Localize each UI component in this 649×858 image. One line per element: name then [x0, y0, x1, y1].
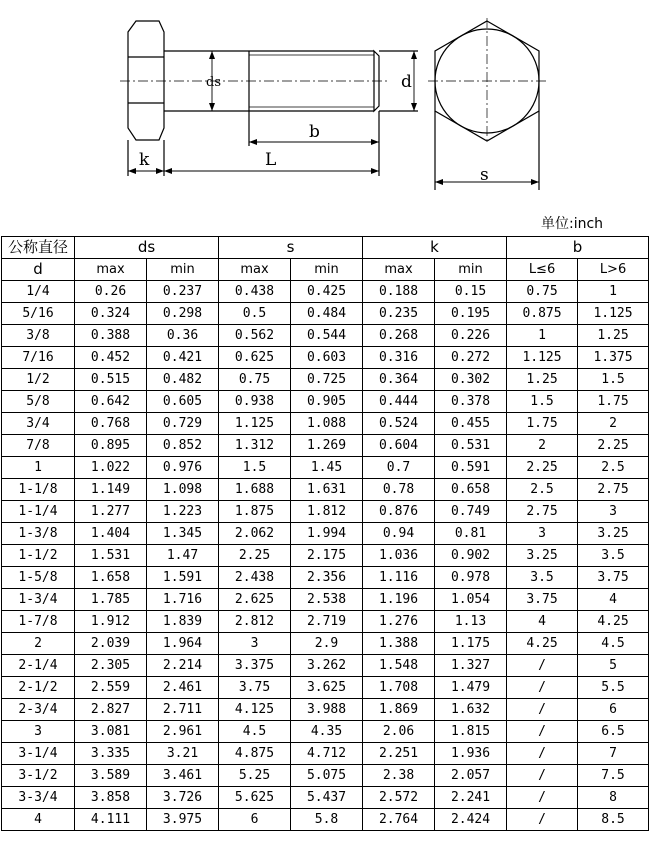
cell-k-min: 2.424 [435, 809, 507, 831]
cell-nominal-d: 1-1/8 [2, 479, 75, 501]
cell-k-min: 0.195 [435, 303, 507, 325]
cell-s-max: 4.5 [219, 721, 291, 743]
cell-ds-min: 2.461 [147, 677, 219, 699]
cell-nominal-d: 3/8 [2, 325, 75, 347]
cell-s-max: 0.938 [219, 391, 291, 413]
cell-b-long: 3.5 [578, 545, 649, 567]
table-row [2, 677, 649, 699]
cell-b-short: 0.875 [507, 303, 578, 325]
table-row [2, 369, 649, 391]
cell-ds-min: 1.223 [147, 501, 219, 523]
cell-ds-max: 1.658 [75, 567, 147, 589]
cell-k-min: 0.226 [435, 325, 507, 347]
cell-ds-max: 3.858 [75, 787, 147, 809]
cell-b-short: 2.5 [507, 479, 578, 501]
cell-k-min: 0.378 [435, 391, 507, 413]
cell-k-max: 1.708 [363, 677, 435, 699]
cell-k-min: 0.749 [435, 501, 507, 523]
cell-s-min: 1.088 [291, 413, 363, 435]
header-d: d [2, 259, 75, 281]
cell-ds-min: 0.421 [147, 347, 219, 369]
cell-ds-min: 1.591 [147, 567, 219, 589]
table-row [2, 347, 649, 369]
label-L: L [265, 150, 277, 170]
cell-s-max: 0.562 [219, 325, 291, 347]
cell-s-max: 2.438 [219, 567, 291, 589]
cell-ds-max: 1.404 [75, 523, 147, 545]
cell-b-short: 4.25 [507, 633, 578, 655]
cell-k-max: 0.524 [363, 413, 435, 435]
cell-b-long: 1 [578, 281, 649, 303]
cell-b-long: 2.75 [578, 479, 649, 501]
cell-s-min: 5.8 [291, 809, 363, 831]
cell-s-max: 5.625 [219, 787, 291, 809]
table-row [2, 655, 649, 677]
table-row [2, 633, 649, 655]
cell-b-short: / [507, 809, 578, 831]
label-s: s [480, 165, 489, 185]
cell-ds-max: 1.277 [75, 501, 147, 523]
cell-nominal-d: 7/8 [2, 435, 75, 457]
table-row [2, 281, 649, 303]
header-s: s [219, 237, 363, 259]
cell-k-min: 1.815 [435, 721, 507, 743]
cell-ds-max: 0.515 [75, 369, 147, 391]
cell-ds-max: 1.785 [75, 589, 147, 611]
cell-b-long: 1.125 [578, 303, 649, 325]
header-row-2 [2, 259, 649, 281]
cell-nominal-d: 3-1/2 [2, 765, 75, 787]
cell-s-min: 1.631 [291, 479, 363, 501]
table-row [2, 457, 649, 479]
cell-k-max: 2.764 [363, 809, 435, 831]
cell-s-max: 6 [219, 809, 291, 831]
cell-ds-min: 0.298 [147, 303, 219, 325]
cell-ds-min: 3.461 [147, 765, 219, 787]
cell-nominal-d: 3 [2, 721, 75, 743]
cell-k-max: 1.869 [363, 699, 435, 721]
cell-nominal-d: 1 [2, 457, 75, 479]
cell-ds-min: 3.21 [147, 743, 219, 765]
cell-nominal-d: 2-1/4 [2, 655, 75, 677]
cell-k-min: 1.327 [435, 655, 507, 677]
cell-ds-max: 0.452 [75, 347, 147, 369]
cell-nominal-d: 2-3/4 [2, 699, 75, 721]
cell-ds-max: 0.642 [75, 391, 147, 413]
cell-k-max: 0.268 [363, 325, 435, 347]
cell-ds-max: 3.081 [75, 721, 147, 743]
cell-ds-max: 1.531 [75, 545, 147, 567]
cell-b-long: 2.5 [578, 457, 649, 479]
cell-s-min: 2.175 [291, 545, 363, 567]
cell-s-max: 4.875 [219, 743, 291, 765]
cell-k-min: 0.272 [435, 347, 507, 369]
cell-s-min: 0.425 [291, 281, 363, 303]
cell-ds-max: 2.039 [75, 633, 147, 655]
cell-k-max: 2.251 [363, 743, 435, 765]
cell-k-min: 1.479 [435, 677, 507, 699]
table-row [2, 589, 649, 611]
header-s-min: min [291, 259, 363, 281]
cell-ds-max: 0.895 [75, 435, 147, 457]
table-row [2, 435, 649, 457]
cell-ds-min: 1.345 [147, 523, 219, 545]
cell-ds-min: 3.726 [147, 787, 219, 809]
cell-k-min: 1.13 [435, 611, 507, 633]
cell-b-long: 3.25 [578, 523, 649, 545]
cell-b-long: 6 [578, 699, 649, 721]
cell-s-min: 0.725 [291, 369, 363, 391]
cell-k-max: 2.38 [363, 765, 435, 787]
cell-k-max: 0.188 [363, 281, 435, 303]
cell-nominal-d: 1-1/2 [2, 545, 75, 567]
cell-s-min: 5.075 [291, 765, 363, 787]
cell-b-long: 5 [578, 655, 649, 677]
cell-ds-min: 2.711 [147, 699, 219, 721]
cell-b-short: 1.75 [507, 413, 578, 435]
cell-nominal-d: 1/4 [2, 281, 75, 303]
cell-k-max: 0.94 [363, 523, 435, 545]
cell-k-min: 0.978 [435, 567, 507, 589]
header-nominal-diameter: 公称直径 [2, 237, 75, 259]
label-k: k [139, 150, 150, 170]
cell-b-short: 1.5 [507, 391, 578, 413]
cell-s-min: 0.603 [291, 347, 363, 369]
cell-b-short: / [507, 743, 578, 765]
cell-ds-max: 0.26 [75, 281, 147, 303]
cell-ds-min: 2.961 [147, 721, 219, 743]
cell-s-min: 2.9 [291, 633, 363, 655]
cell-k-max: 1.388 [363, 633, 435, 655]
cell-ds-max: 2.827 [75, 699, 147, 721]
cell-k-max: 0.316 [363, 347, 435, 369]
header-k-max: max [363, 259, 435, 281]
cell-b-short: 1.25 [507, 369, 578, 391]
cell-ds-min: 1.839 [147, 611, 219, 633]
cell-nominal-d: 1-5/8 [2, 567, 75, 589]
cell-k-min: 0.591 [435, 457, 507, 479]
header-b: b [507, 237, 649, 259]
cell-k-min: 0.81 [435, 523, 507, 545]
table-row [2, 325, 649, 347]
cell-nominal-d: 2-1/2 [2, 677, 75, 699]
cell-ds-max: 3.335 [75, 743, 147, 765]
cell-ds-min: 2.214 [147, 655, 219, 677]
table-row [2, 523, 649, 545]
cell-ds-max: 0.324 [75, 303, 147, 325]
cell-ds-min: 1.47 [147, 545, 219, 567]
cell-k-min: 0.531 [435, 435, 507, 457]
cell-b-long: 5.5 [578, 677, 649, 699]
cell-s-max: 1.5 [219, 457, 291, 479]
cell-b-long: 3.75 [578, 567, 649, 589]
cell-nominal-d: 1-3/4 [2, 589, 75, 611]
cell-k-max: 2.572 [363, 787, 435, 809]
cell-s-max: 2.25 [219, 545, 291, 567]
cell-s-min: 0.484 [291, 303, 363, 325]
cell-nominal-d: 1-3/8 [2, 523, 75, 545]
cell-k-min: 1.632 [435, 699, 507, 721]
cell-nominal-d: 1-1/4 [2, 501, 75, 523]
cell-ds-min: 0.852 [147, 435, 219, 457]
cell-b-long: 4.25 [578, 611, 649, 633]
cell-s-min: 5.437 [291, 787, 363, 809]
bolt-head-outline [128, 21, 164, 140]
cell-b-long: 7.5 [578, 765, 649, 787]
table-row [2, 567, 649, 589]
table-row [2, 545, 649, 567]
cell-ds-max: 4.111 [75, 809, 147, 831]
cell-s-max: 1.688 [219, 479, 291, 501]
cell-b-short: / [507, 765, 578, 787]
table-row [2, 303, 649, 325]
cell-ds-min: 1.964 [147, 633, 219, 655]
cell-k-min: 2.241 [435, 787, 507, 809]
cell-s-min: 2.719 [291, 611, 363, 633]
cell-s-max: 0.5 [219, 303, 291, 325]
cell-b-short: 0.75 [507, 281, 578, 303]
cell-ds-max: 3.589 [75, 765, 147, 787]
header-ds-max: max [75, 259, 147, 281]
table-row [2, 611, 649, 633]
header-row-1 [2, 237, 649, 259]
cell-k-min: 2.057 [435, 765, 507, 787]
cell-s-min: 1.269 [291, 435, 363, 457]
cell-nominal-d: 5/16 [2, 303, 75, 325]
cell-k-min: 1.175 [435, 633, 507, 655]
cell-s-min: 4.712 [291, 743, 363, 765]
cell-b-long: 8 [578, 787, 649, 809]
cell-s-min: 3.988 [291, 699, 363, 721]
cell-b-long: 7 [578, 743, 649, 765]
cell-s-max: 4.125 [219, 699, 291, 721]
header-ds: ds [75, 237, 219, 259]
cell-s-min: 4.35 [291, 721, 363, 743]
cell-s-max: 3.75 [219, 677, 291, 699]
cell-k-max: 0.876 [363, 501, 435, 523]
cell-k-max: 0.444 [363, 391, 435, 413]
table-row [2, 699, 649, 721]
header-b-long: L>6 [578, 259, 649, 281]
label-d: d [401, 72, 412, 92]
cell-k-min: 1.054 [435, 589, 507, 611]
cell-b-short: 3.25 [507, 545, 578, 567]
cell-k-max: 2.06 [363, 721, 435, 743]
cell-b-short: / [507, 787, 578, 809]
cell-nominal-d: 4 [2, 809, 75, 831]
cell-ds-max: 1.912 [75, 611, 147, 633]
cell-s-max: 0.75 [219, 369, 291, 391]
cell-b-long: 2.25 [578, 435, 649, 457]
cell-s-max: 3.375 [219, 655, 291, 677]
cell-b-long: 3 [578, 501, 649, 523]
table-row [2, 479, 649, 501]
cell-b-long: 2 [578, 413, 649, 435]
cell-ds-min: 0.729 [147, 413, 219, 435]
header-ds-min: min [147, 259, 219, 281]
header-b-short: L≤6 [507, 259, 578, 281]
cell-s-min: 1.812 [291, 501, 363, 523]
cell-b-short: / [507, 655, 578, 677]
cell-s-min: 0.905 [291, 391, 363, 413]
cell-s-max: 1.125 [219, 413, 291, 435]
cell-b-short: 3.5 [507, 567, 578, 589]
cell-nominal-d: 3-3/4 [2, 787, 75, 809]
cell-s-max: 0.438 [219, 281, 291, 303]
cell-b-long: 4 [578, 589, 649, 611]
cell-ds-max: 0.388 [75, 325, 147, 347]
cell-s-max: 1.875 [219, 501, 291, 523]
cell-ds-min: 0.482 [147, 369, 219, 391]
cell-k-min: 0.15 [435, 281, 507, 303]
cell-b-short: 4 [507, 611, 578, 633]
cell-nominal-d: 1/2 [2, 369, 75, 391]
cell-b-long: 6.5 [578, 721, 649, 743]
cell-nominal-d: 2 [2, 633, 75, 655]
cell-s-max: 0.625 [219, 347, 291, 369]
table-row [2, 787, 649, 809]
cell-k-max: 0.364 [363, 369, 435, 391]
cell-ds-min: 1.716 [147, 589, 219, 611]
bolt-dimension-table [1, 236, 649, 831]
cell-b-long: 1.375 [578, 347, 649, 369]
header-k-min: min [435, 259, 507, 281]
cell-k-max: 1.036 [363, 545, 435, 567]
header-s-max: max [219, 259, 291, 281]
cell-s-min: 2.538 [291, 589, 363, 611]
cell-k-max: 1.116 [363, 567, 435, 589]
cell-s-max: 3 [219, 633, 291, 655]
cell-ds-min: 1.098 [147, 479, 219, 501]
cell-b-short: / [507, 677, 578, 699]
cell-b-short: 2 [507, 435, 578, 457]
cell-b-long: 8.5 [578, 809, 649, 831]
cell-ds-max: 1.149 [75, 479, 147, 501]
table-row [2, 809, 649, 831]
label-b: b [309, 122, 320, 142]
cell-b-short: 3 [507, 523, 578, 545]
cell-k-max: 1.196 [363, 589, 435, 611]
cell-b-long: 1.25 [578, 325, 649, 347]
cell-s-min: 3.262 [291, 655, 363, 677]
cell-s-min: 3.625 [291, 677, 363, 699]
cell-s-max: 2.812 [219, 611, 291, 633]
cell-s-max: 2.625 [219, 589, 291, 611]
cell-b-long: 1.75 [578, 391, 649, 413]
cell-b-short: 3.75 [507, 589, 578, 611]
cell-s-max: 2.062 [219, 523, 291, 545]
cell-k-min: 1.936 [435, 743, 507, 765]
label-ds: ds [206, 75, 221, 90]
cell-b-short: 2.75 [507, 501, 578, 523]
cell-k-max: 1.276 [363, 611, 435, 633]
cell-ds-min: 0.976 [147, 457, 219, 479]
cell-nominal-d: 7/16 [2, 347, 75, 369]
cell-k-max: 0.78 [363, 479, 435, 501]
cell-ds-max: 0.768 [75, 413, 147, 435]
cell-nominal-d: 1-7/8 [2, 611, 75, 633]
table-row [2, 743, 649, 765]
cell-ds-max: 2.305 [75, 655, 147, 677]
table-row [2, 765, 649, 787]
table-row [2, 391, 649, 413]
table-row [2, 413, 649, 435]
cell-ds-min: 0.237 [147, 281, 219, 303]
cell-nominal-d: 3/4 [2, 413, 75, 435]
table-row [2, 721, 649, 743]
cell-k-max: 0.7 [363, 457, 435, 479]
cell-b-short: 2.25 [507, 457, 578, 479]
cell-s-max: 1.312 [219, 435, 291, 457]
unit-label: 单位:inch [541, 216, 604, 232]
cell-s-min: 1.994 [291, 523, 363, 545]
cell-k-min: 0.902 [435, 545, 507, 567]
cell-ds-min: 0.605 [147, 391, 219, 413]
header-k: k [363, 237, 507, 259]
cell-k-min: 0.455 [435, 413, 507, 435]
cell-b-long: 1.5 [578, 369, 649, 391]
cell-b-short: 1.125 [507, 347, 578, 369]
cell-b-long: 4.5 [578, 633, 649, 655]
table-row [2, 501, 649, 523]
cell-s-min: 1.45 [291, 457, 363, 479]
cell-s-min: 2.356 [291, 567, 363, 589]
bolt-drawing [0, 0, 649, 210]
cell-ds-min: 3.975 [147, 809, 219, 831]
cell-s-max: 5.25 [219, 765, 291, 787]
cell-ds-max: 1.022 [75, 457, 147, 479]
cell-k-min: 0.302 [435, 369, 507, 391]
cell-nominal-d: 5/8 [2, 391, 75, 413]
cell-b-short: 1 [507, 325, 578, 347]
cell-k-max: 0.604 [363, 435, 435, 457]
cell-k-min: 0.658 [435, 479, 507, 501]
cell-s-min: 0.544 [291, 325, 363, 347]
cell-ds-max: 2.559 [75, 677, 147, 699]
cell-b-short: / [507, 721, 578, 743]
cell-b-short: / [507, 699, 578, 721]
cell-k-max: 0.235 [363, 303, 435, 325]
cell-nominal-d: 3-1/4 [2, 743, 75, 765]
cell-ds-min: 0.36 [147, 325, 219, 347]
cell-k-max: 1.548 [363, 655, 435, 677]
